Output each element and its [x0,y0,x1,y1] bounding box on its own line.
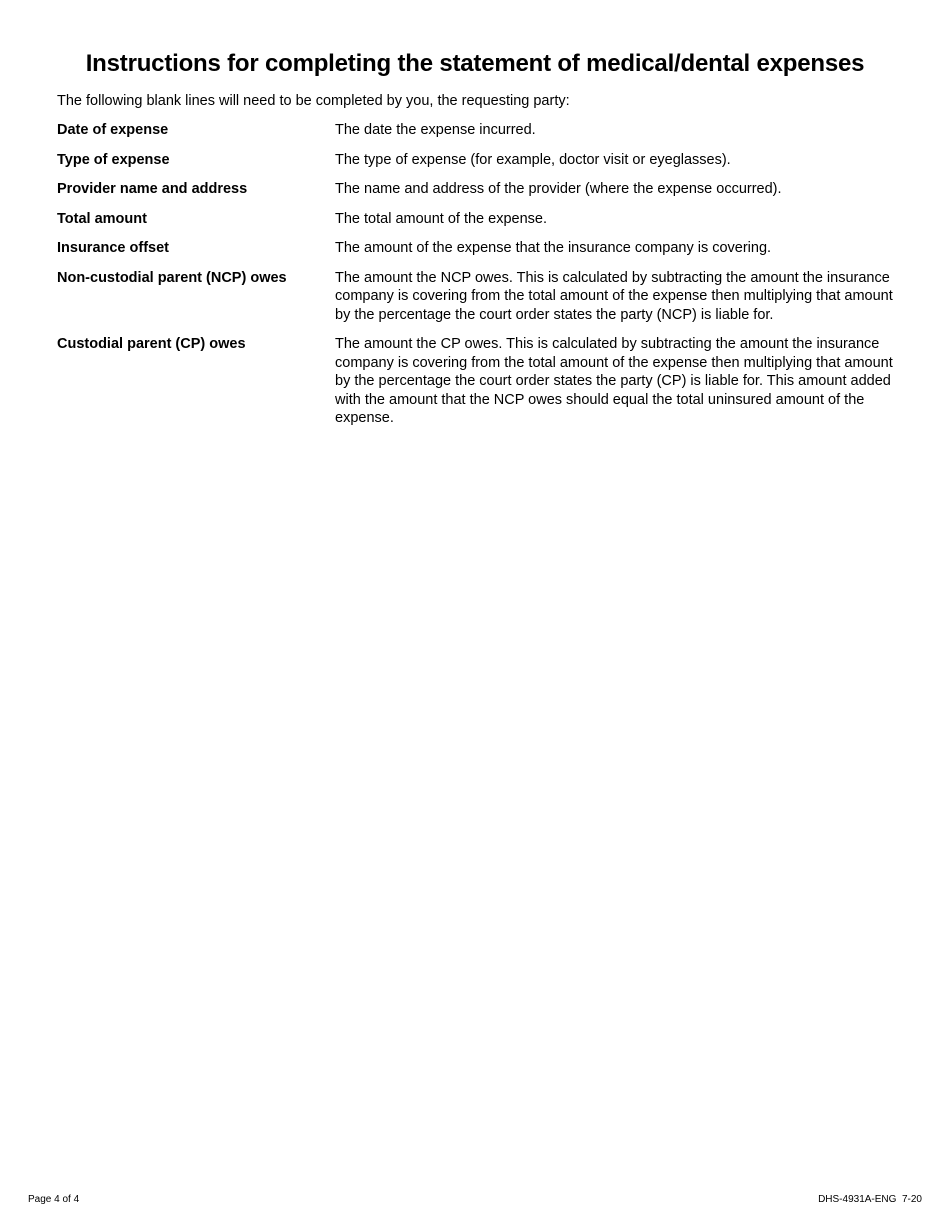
term-description: The name and address of the provider (where the expense occurred). [335,181,782,197]
instruction-row-insurance [57,239,907,258]
term-label: Type of expense [57,151,170,168]
instruction-row-type [57,151,907,170]
term-description: The amount of the expense that the insurance company is covering. [335,240,772,256]
term-description: The date the expense incurred. [335,122,536,138]
term-description: The type of expense (for example, doctor visit or eyeglasses). [335,151,731,168]
term-label: Date of expense [57,122,169,138]
page-title: Instructions for completing the statement of medical/dental expenses [85,50,865,77]
instruction-row-provider [57,180,907,199]
term-label: Non-custodial parent (NCP) owes [57,269,287,286]
term-label: Custodial parent (CP) owes [57,336,246,352]
instruction-list [57,121,907,428]
term-label: Total amount [57,210,147,227]
form-id: DHS-4931A-ENG 7-20 [818,1194,922,1205]
term-description: The amount the NCP owes. This is calculated by subtracting the amount the insurance company is covering from the total amount of the expense then multiplying that amount by the percentage the court order states the party (NCP) is liable for. [335,269,893,323]
term-description: The total amount of the expense. [335,210,547,227]
instruction-row-date [57,121,907,140]
term-label: Insurance offset [57,240,169,256]
term-label: Provider name and address [57,181,248,197]
term-description: The amount the CP owes. This is calculated by subtracting the amount the insurance company is covering from the total amount of the expense then multiplying that amount by the percentage the court order states the party (CP) is liable for. This amount added with the amount that the NCP owes should equal the total uninsured amount of the expense. [335,336,893,426]
instruction-row-cp [57,335,907,428]
instruction-row-ncp [57,269,907,325]
intro-text: The following blank lines will need to be completed by you, the requesting party: [57,93,570,109]
page-number: Page 4 of 4 [28,1194,80,1205]
instruction-row-total [57,210,907,229]
